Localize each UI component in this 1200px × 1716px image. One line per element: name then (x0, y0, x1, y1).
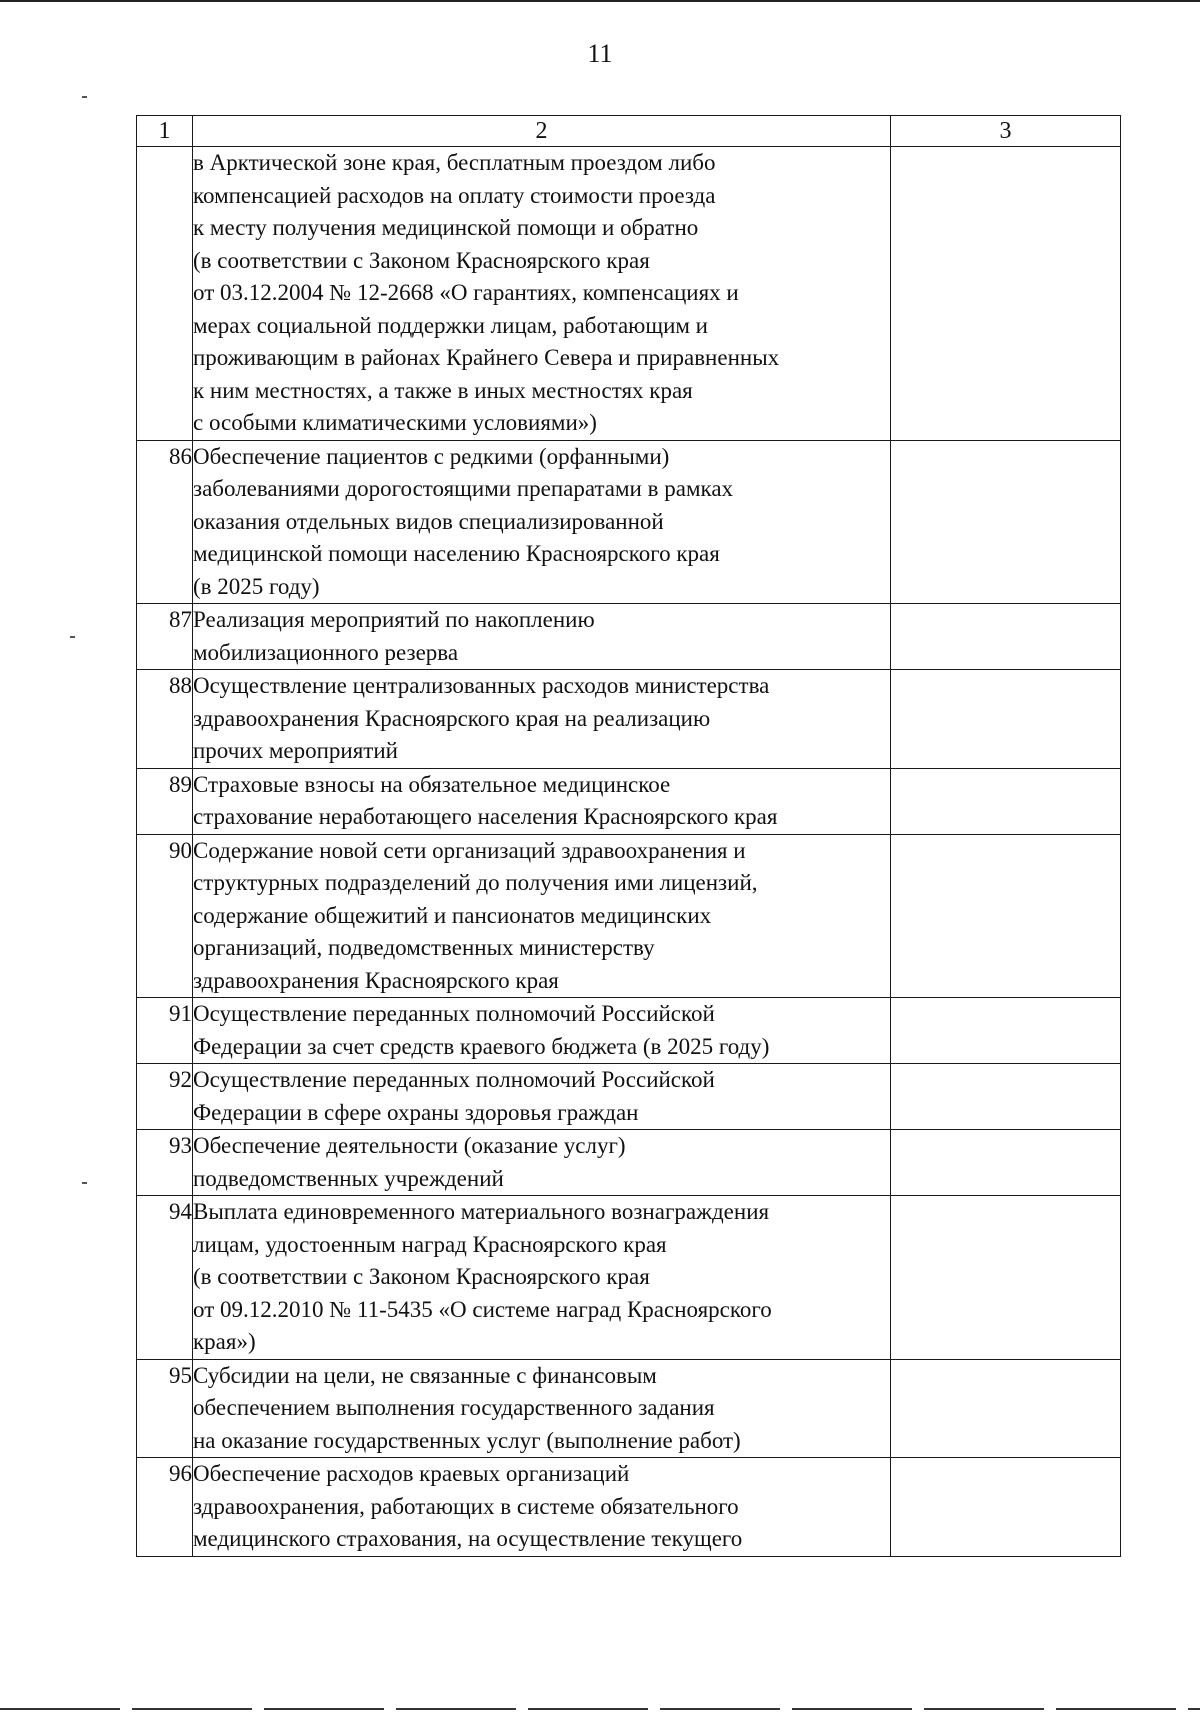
row-number: 90 (137, 834, 193, 998)
description-line: края») (193, 1329, 256, 1354)
description-line: заболеваниями дорогостоящими препаратами в рамках (193, 476, 734, 501)
description-line: Федерации за счет средств краевого бюджета (в 2025 году) (193, 1033, 770, 1059)
description-line: Осуществление централизованных расходов министерства (193, 673, 770, 698)
row-number: 93 (137, 1130, 193, 1196)
description-line: Реализация мероприятий по накоплению (193, 607, 595, 632)
row-number: 96 (137, 1458, 193, 1557)
description-line: мерах социальной поддержки лицам, работающим и (193, 312, 708, 338)
table-row (137, 1064, 1121, 1130)
description-line: организаций, подведомственных министерству (193, 935, 655, 960)
table-row (137, 998, 1121, 1064)
row-number: 88 (137, 670, 193, 769)
table-row (137, 440, 1121, 604)
description-line: от 09.12.2010 № 11-5435 «О системе наград Красноярского (193, 1296, 772, 1322)
description-line: Субсидии на цели, не связанные с финансовым (193, 1362, 657, 1388)
description-line: компенсацией расходов на оплату стоимости проезда (193, 182, 716, 208)
description-line: на оказание государственных услуг (выполнение работ) (193, 1427, 741, 1453)
row-description (193, 768, 891, 834)
description-line: Федерации в сфере охраны здоровья граждан (193, 1099, 639, 1125)
header-col-1: 1 (137, 116, 193, 147)
row-number: 91 (137, 998, 193, 1064)
description-line: Содержание новой сети организаций здравоохранения и (193, 837, 746, 863)
row-col-3 (891, 1196, 1121, 1360)
description-line: оказания отдельных видов специализированной (193, 508, 664, 534)
description-line: медицинской помощи населению Красноярского края (193, 541, 720, 566)
description-line: (в 2025 году) (193, 573, 320, 599)
margin-mark (82, 96, 87, 98)
page-number: 11 (587, 39, 613, 68)
description-line: Осуществление переданных полномочий Российской (193, 1001, 715, 1026)
description-line: здравоохранения Красноярского края на реализацию (193, 705, 711, 731)
row-description (193, 1064, 891, 1130)
description-line: Обеспечение деятельности (оказание услуг) (193, 1133, 626, 1158)
row-col-3 (891, 998, 1121, 1064)
description-line: лицам, удостоенным наград Красноярского края (193, 1231, 667, 1257)
row-col-3 (891, 834, 1121, 998)
header-col-3: 3 (891, 116, 1121, 147)
row-description (193, 670, 891, 769)
description-line: Обеспечение расходов краевых организаций (193, 1461, 630, 1486)
table-row (137, 834, 1121, 998)
row-col-3 (891, 1064, 1121, 1130)
row-col-3 (891, 1458, 1121, 1557)
row-description (193, 998, 891, 1064)
table-row (137, 1458, 1121, 1557)
header-col-2: 2 (193, 116, 891, 147)
row-col-3 (891, 1359, 1121, 1458)
row-number: 89 (137, 768, 193, 834)
description-line: Выплата единовременного материального вознаграждения (193, 1199, 770, 1224)
row-col-3 (891, 604, 1121, 670)
row-description (193, 147, 891, 441)
description-line: подведомственных учреждений (193, 1165, 504, 1191)
row-number: 94 (137, 1196, 193, 1360)
table-row (137, 1359, 1121, 1458)
description-line: мобилизационного резерва (193, 639, 459, 665)
row-number: 95 (137, 1359, 193, 1458)
row-description (193, 1196, 891, 1360)
description-line: прочих мероприятий (193, 738, 398, 763)
bottom-edge-rule (0, 1708, 1200, 1710)
description-line: к ним местностях, а также в иных местностях края (193, 377, 693, 403)
description-line: в Арктической зоне края, бесплатным проездом либо (193, 150, 716, 175)
description-line: здравоохранения, работающих в системе обязательного (193, 1493, 739, 1519)
row-col-3 (891, 1130, 1121, 1196)
row-col-3 (891, 440, 1121, 604)
description-line: здравоохранения Красноярского края (193, 967, 559, 993)
table-row (137, 1196, 1121, 1360)
row-number: 87 (137, 604, 193, 670)
table-header-row (137, 116, 1121, 147)
description-line: обеспечением выполнения государственного задания (193, 1395, 715, 1420)
row-description (193, 1130, 891, 1196)
description-line: страхование неработающего населения Красноярского края (193, 804, 778, 829)
row-number: 86 (137, 440, 193, 604)
table-row (137, 670, 1121, 769)
row-description (193, 440, 891, 604)
row-col-3 (891, 147, 1121, 441)
description-line: Обеспечение пациентов с редкими (орфанными) (193, 443, 670, 469)
table-row (137, 768, 1121, 834)
description-line: проживающим в районах Крайнего Севера и приравненных (193, 345, 780, 370)
row-description (193, 604, 891, 670)
description-line: (в соответствии с Законом Красноярского края (193, 247, 650, 273)
table-row (137, 1130, 1121, 1196)
description-line: к месту получения медицинской помощи и обратно (193, 215, 699, 240)
description-line: Страховые взносы на обязательное медицинское (193, 771, 671, 797)
row-description (193, 1359, 891, 1458)
description-line: от 03.12.2004 № 12-2668 «О гарантиях, компенсациях и (193, 280, 739, 305)
description-line: содержание общежитий и пансионатов медицинских (193, 902, 712, 928)
row-number: 92 (137, 1064, 193, 1130)
margin-mark (82, 1182, 87, 1184)
description-line: структурных подразделений до получения ими лицензий, (193, 870, 758, 895)
description-line: (в соответствии с Законом Красноярского края (193, 1264, 650, 1289)
margin-mark (70, 636, 75, 638)
top-edge-rule (0, 0, 1200, 2)
description-line: Осуществление переданных полномочий Российской (193, 1067, 715, 1092)
row-number (137, 147, 193, 441)
table-row (137, 604, 1121, 670)
row-description (193, 834, 891, 998)
row-col-3 (891, 768, 1121, 834)
row-description (193, 1458, 891, 1557)
table-row (137, 147, 1121, 441)
row-col-3 (891, 670, 1121, 769)
budget-items-table (136, 115, 1121, 1557)
description-line: с особыми климатическими условиями») (193, 410, 597, 435)
description-line: медицинского страхования, на осуществление текущего (193, 1526, 743, 1551)
